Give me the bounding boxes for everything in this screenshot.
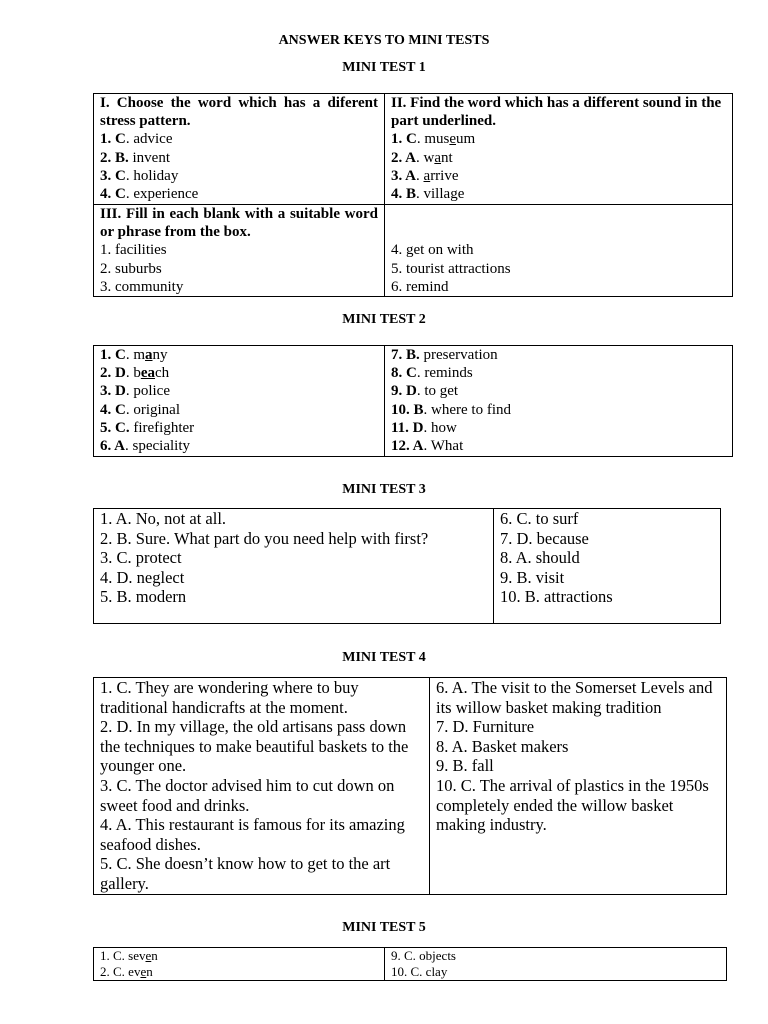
answer-item: 1. C. museum bbox=[391, 131, 476, 148]
answer-item: 6. A. speciality bbox=[100, 438, 190, 455]
test-3-left-cell bbox=[94, 509, 494, 624]
answer-item: 1. facilities bbox=[100, 242, 167, 259]
mini-test-5-heading: MINI TEST 5 bbox=[342, 920, 426, 935]
answer-item: 11. D. how bbox=[391, 419, 457, 436]
answer-item: 6. C. to surf bbox=[500, 509, 579, 528]
answer-item: 5. B. modern bbox=[100, 587, 187, 607]
mini-test-2-table bbox=[93, 345, 733, 457]
answer-item: 3. A. arrive bbox=[391, 167, 459, 184]
section-1-cell bbox=[94, 94, 385, 205]
answer-item: 10. B. attractions bbox=[500, 587, 613, 607]
answer-item: 3. C. protect bbox=[100, 548, 182, 568]
mini-test-5-table bbox=[93, 947, 727, 981]
answer-item: 3. C. holiday bbox=[100, 167, 179, 184]
answer-item: 5. C. She doesn’t know how to get to the art gallery. bbox=[100, 854, 391, 893]
test-5-left-cell bbox=[94, 948, 385, 981]
answer-item: 4. C. experience bbox=[100, 186, 199, 203]
answer-item: 9. B. fall bbox=[436, 756, 494, 776]
answer-item: 3. community bbox=[100, 278, 184, 295]
answer-item: 2. B. Sure. What part do you need help with first? bbox=[100, 528, 429, 548]
answer-item: 2. A. want bbox=[391, 149, 453, 166]
answer-item: 8. A. Basket makers bbox=[436, 736, 569, 756]
answer-item: 3. C. The doctor advised him to cut down on sweet food and drinks. bbox=[100, 775, 395, 815]
answer-item: 2. B. invent bbox=[100, 149, 171, 166]
mini-test-2-heading: MINI TEST 2 bbox=[342, 312, 426, 327]
answer-item: 5. tourist attractions bbox=[391, 260, 511, 277]
answer-item: 9. B. visit bbox=[500, 567, 565, 587]
answer-item: 1. C. seven bbox=[100, 948, 158, 963]
answer-item: 2. D. beach bbox=[100, 365, 170, 382]
answer-item: 4. B. village bbox=[391, 186, 465, 203]
answer-item: 2. D. In my village, the old artisans pass down the techniques to make beautiful baskets to the younger one. bbox=[100, 717, 409, 776]
section-1-title: I. Choose the word which has a diferent stress pattern. bbox=[100, 95, 378, 130]
answer-item: 7. D. because bbox=[500, 528, 589, 548]
answer-item: 10. B. where to find bbox=[391, 401, 511, 418]
mini-test-4-heading: MINI TEST 4 bbox=[342, 650, 426, 665]
mini-test-1-heading: MINI TEST 1 bbox=[342, 60, 426, 75]
test-5-right-cell bbox=[385, 948, 727, 981]
mini-test-1-table bbox=[93, 93, 733, 297]
answer-item: 4. A. This restaurant is famous for its amazing seafood dishes. bbox=[100, 815, 405, 854]
answer-item: 10. C. clay bbox=[391, 964, 448, 979]
answer-item: 6. remind bbox=[391, 278, 449, 295]
answer-item: 7. B. preservation bbox=[391, 347, 498, 363]
answer-item: 8. C. reminds bbox=[391, 365, 473, 382]
answer-item: 4. C. original bbox=[100, 401, 180, 418]
answer-item: 1. C. advice bbox=[100, 131, 173, 148]
section-3-cell bbox=[94, 205, 385, 297]
answer-item: 1. C. many bbox=[100, 347, 168, 363]
answer-item: 2. C. even bbox=[100, 964, 153, 979]
answer-item: 1. A. No, not at all. bbox=[100, 509, 227, 528]
section-3-right-cell bbox=[385, 205, 733, 297]
test-2-right-cell bbox=[385, 346, 733, 457]
answer-item: 4. D. neglect bbox=[100, 567, 185, 587]
test-2-left-cell bbox=[94, 346, 385, 457]
answer-item: 6. A. The visit to the Somerset Levels and its willow basket making tradition bbox=[436, 678, 713, 717]
test-4-right-cell bbox=[430, 678, 727, 895]
answer-item: 8. A. should bbox=[500, 548, 580, 568]
answer-item: 4. get on with bbox=[391, 242, 474, 259]
mini-test-3-heading: MINI TEST 3 bbox=[342, 482, 426, 497]
answer-item: 3. D. police bbox=[100, 383, 170, 400]
section-2-title: II. Find the word which has a different sound in the part underlined. bbox=[391, 95, 722, 130]
answer-item: 5. C. firefighter bbox=[100, 419, 195, 436]
answer-item: 2. suburbs bbox=[100, 260, 162, 277]
mini-test-4-table bbox=[93, 677, 727, 895]
test-3-right-cell bbox=[494, 509, 721, 624]
answer-item: 9. C. objects bbox=[391, 948, 456, 963]
test-4-left-cell bbox=[94, 678, 430, 895]
answer-item: 9. D. to get bbox=[391, 383, 459, 400]
section-3-title: III. Fill in each blank with a suitable word or phrase from the box. bbox=[100, 206, 378, 241]
mini-test-3-table bbox=[93, 508, 721, 624]
section-2-cell bbox=[385, 94, 733, 205]
answer-item: 12. A. What bbox=[391, 438, 464, 455]
answer-item: 7. D. Furniture bbox=[436, 717, 535, 737]
page-title: ANSWER KEYS TO MINI TESTS bbox=[278, 33, 490, 48]
answer-item: 1. C. They are wondering where to buy traditional handicrafts at the moment. bbox=[100, 678, 359, 717]
answer-item: 10. C. The arrival of plastics in the 1950s completely ended the willow basket making industry. bbox=[436, 775, 709, 835]
